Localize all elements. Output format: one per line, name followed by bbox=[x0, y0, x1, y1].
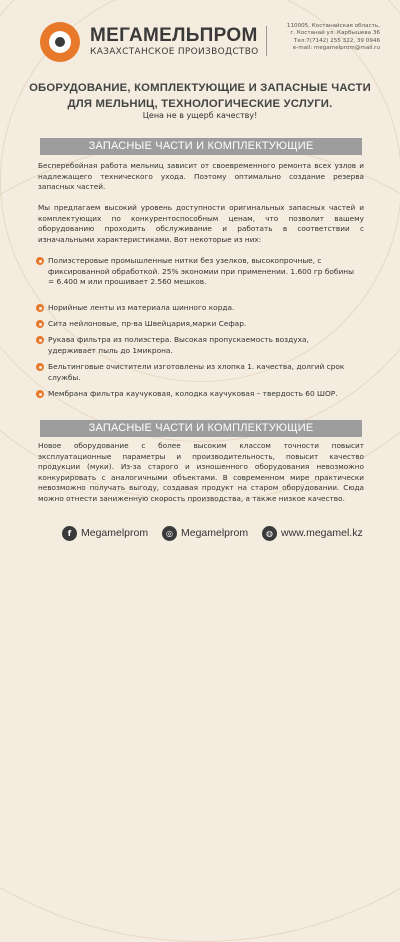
contact-info bbox=[272, 23, 380, 53]
list-item bbox=[48, 303, 358, 314]
list-item-text: Мембрана фильтра каучуковая, колодка каучуковая – твердость 60 ШОР. bbox=[48, 389, 338, 398]
header-divider bbox=[266, 26, 267, 56]
website-text: www.megamel.kz bbox=[281, 527, 363, 539]
contact-street: г. Костанай ул. Карбышева 36 bbox=[290, 30, 380, 37]
bullet-icon bbox=[36, 336, 44, 344]
list-item-text: Полиэстеровые промышленные нитки без узелков, высокопрочные, с фиксированной обработкой. 25% экономии при применении. 1.600 гр бобины = 6.400 м или прошивает 2.560 мешков. bbox=[48, 256, 354, 287]
list-item-text: Сита нейлоновые, пр-ва Швейцария,марки Сефар. bbox=[48, 319, 247, 328]
instagram-icon: ◎ bbox=[162, 526, 177, 541]
footer-social bbox=[62, 526, 362, 544]
globe-icon: ◍ bbox=[262, 526, 277, 541]
list-item bbox=[48, 335, 358, 356]
facebook-icon: f bbox=[62, 526, 77, 541]
bullet-icon bbox=[36, 363, 44, 371]
offer-paragraph: Мы предлагаем высокий уровень доступности оригинальных запасных частей и комплектующих по конкурентоспособным ценам, что позволит вашему оборудованию проходить обслуживание и работать в соответствии с изначальными характеристиками. Вот некоторые из них: bbox=[38, 203, 364, 244]
list-item-text: Бельтинговые очистители изготовлены из хлопка 1. качества, долгий срок службы. bbox=[48, 362, 345, 382]
brand-subtitle: КАЗАХСТАНСКОЕ ПРОИЗВОДСТВО bbox=[90, 47, 259, 57]
section-title-equipment: ЗАПАСНЫЕ ЧАСТИ И КОМПЛЕКТУЮЩИЕ bbox=[40, 420, 362, 437]
page-headline: ОБОРУДОВАНИЕ, КОМПЛЕКТУЮЩИЕ И ЗАПАСНЫЕ ЧАСТИ ДЛЯ МЕЛЬНИЦ, ТЕХНОЛОГИЧЕСКИЕ УСЛУГИ. bbox=[29, 82, 371, 110]
contact-phone: Тел:7(7142) 255 322, 39 0946 bbox=[293, 37, 380, 44]
list-item-text: Норийные ленты из материала шинного корда. bbox=[48, 303, 235, 312]
list-item bbox=[48, 319, 358, 330]
section-title-spare-parts: ЗАПАСНЫЕ ЧАСТИ И КОМПЛЕКТУЮЩИЕ bbox=[40, 138, 362, 155]
tagline: Цена не в ущерб качеству! bbox=[142, 111, 258, 120]
bullet-icon bbox=[36, 304, 44, 312]
facebook-text: Megamelprom bbox=[81, 527, 149, 539]
brand-name: МЕГАМЕЛЬПРОМ bbox=[90, 25, 258, 46]
instagram-text: Megamelprom bbox=[181, 527, 249, 539]
bullet-icon bbox=[36, 390, 44, 398]
equipment-paragraph: Новое оборудование с более высоким классом точности повысит эксплуатационные параметры и производительность, повысит качество продукции (муки). Из-за старого и изношенного оборудования невозможно конкурировать с аналогичными объектами. В современном мире практически невозможно получать выгоду, создавая продукт на старом оборудовании. Сюда можно отнести заниженную скорость производства, а также низкое качество. bbox=[38, 441, 364, 503]
list-item bbox=[48, 256, 358, 288]
intro-paragraph: Бесперебойная работа мельниц зависит от своевременного ремонта всех узлов и надлежащего технического ухода. Поэтому оптимально создание резерва запасных частей. bbox=[38, 161, 364, 192]
list-item bbox=[48, 389, 358, 400]
contact-address: 110005, Костанайская область, bbox=[286, 23, 380, 29]
bullet-icon bbox=[36, 257, 44, 265]
list-item bbox=[48, 362, 358, 383]
contact-email: e-mail: megamelprom@mail.ru bbox=[292, 45, 380, 52]
bullet-icon bbox=[36, 320, 44, 328]
list-item-text: Рукава фильтра из полиэстера. Высокая пропускаемость воздуха, удерживает пыль до 1микрона. bbox=[48, 335, 309, 355]
company-logo-icon bbox=[40, 22, 80, 62]
header bbox=[40, 22, 380, 62]
